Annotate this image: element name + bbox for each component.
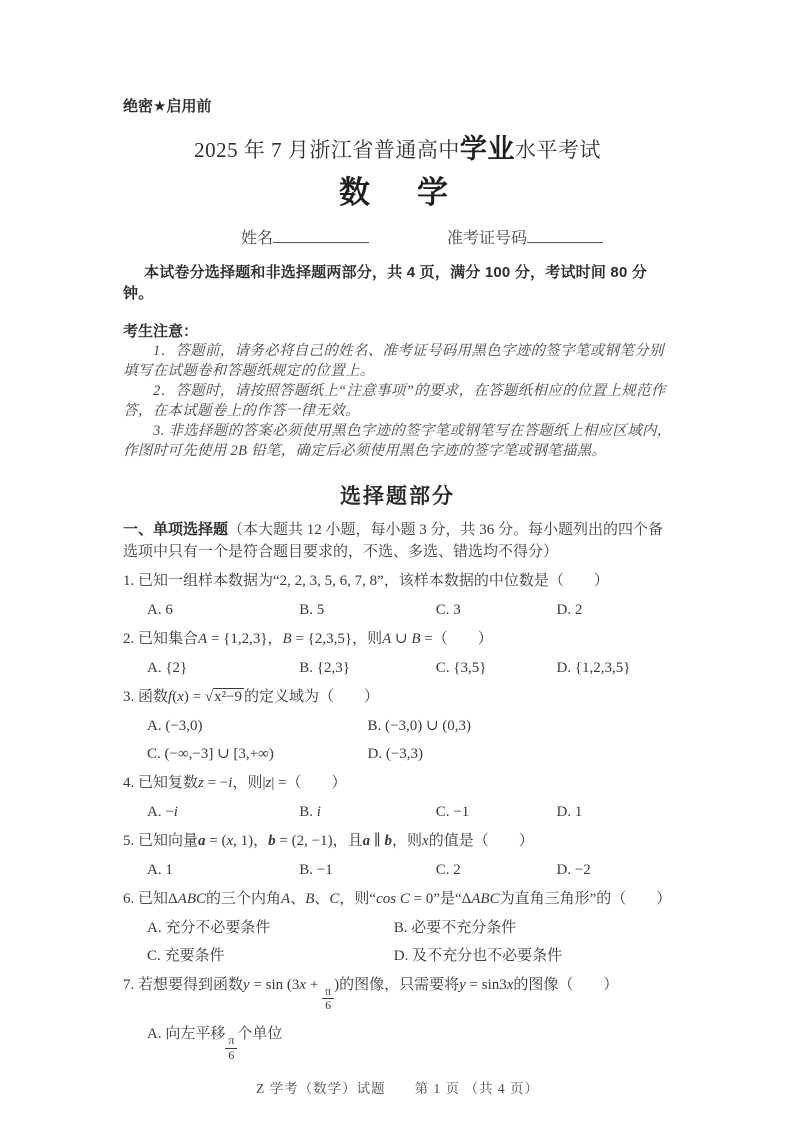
exam-title bbox=[123, 127, 672, 166]
exam-title-suffix: 水平考试 bbox=[514, 138, 601, 162]
option-c: C. −1 bbox=[435, 804, 470, 820]
option-a: A. 6 bbox=[147, 602, 173, 618]
options-row bbox=[123, 859, 672, 881]
option-a: A. (−3,0) bbox=[147, 718, 203, 734]
option-b: B. 必要不充分条件 bbox=[393, 920, 517, 936]
option-a: A. −i bbox=[147, 804, 178, 820]
options-grid bbox=[123, 917, 672, 967]
exam-number-blank bbox=[527, 228, 603, 243]
option-c: C. (−∞,−3] ∪ [3,+∞) bbox=[147, 746, 274, 762]
options-row bbox=[123, 657, 672, 679]
options-row bbox=[123, 599, 672, 621]
option-c: C. 2 bbox=[435, 862, 461, 878]
paper-info: 本试卷分选择题和非选择题两部分，共 4 页，满分 100 分，考试时间 80 分钟。 bbox=[123, 264, 648, 302]
question-stem: 2. 已知集合A = {1,2,3}，B = {2,3,5}，则A ∪ B =（ ） bbox=[123, 631, 493, 647]
question-6 bbox=[123, 888, 672, 967]
option-d: D. 及不充分也不必要条件 bbox=[393, 948, 563, 964]
notice-item-1: 1．答题前，请务必将自己的姓名、准考证号码用黑色字迹的签字笔或钢笔分别填写在试题卷和答题纸规定的位置上。 bbox=[123, 343, 664, 379]
question-stem: 6. 已知ΔABC的三个内角A、B、C，则“cos C = 0”是“ΔABC为直角三角形”的（ ） bbox=[123, 891, 672, 907]
name-blank bbox=[273, 228, 369, 243]
subject-title: 数 学 bbox=[339, 175, 456, 210]
section-title: 选择题部分 bbox=[340, 485, 455, 508]
candidate-info-row bbox=[123, 225, 672, 248]
options-stack bbox=[123, 1022, 672, 1061]
notice-item-3: 3. 非选择题的答案必须使用黑色字迹的签字笔或钢笔写在答题纸上相应区域内，作图时可先使用 2B 铅笔，确定后必须使用黑色字迹的签字笔或钢笔描黑。 bbox=[123, 423, 672, 459]
option-b: B. −1 bbox=[299, 862, 333, 878]
option-a: A. 向左平移 $\frac{\pi}{6}$ 个单位 bbox=[147, 1026, 283, 1062]
part-one-heading bbox=[123, 519, 672, 563]
page-footer: Z 学考（数学）试题 第 1 页 （共 4 页） bbox=[256, 1080, 539, 1096]
part-one-label: 一、单项选择题 bbox=[123, 521, 229, 538]
options-grid bbox=[123, 715, 672, 765]
notice-item-2: 2．答题时，请按照答题纸上“注意事项”的要求，在答题纸相应的位置上规范作答，在本试题卷上的作答一律无效。 bbox=[123, 383, 666, 419]
question-5 bbox=[123, 830, 672, 881]
name-label: 姓名 bbox=[241, 230, 274, 247]
question-stem: 1. 已知一组样本数据为“2, 2, 3, 5, 6, 7, 8”，该样本数据的中位数是（ ） bbox=[123, 573, 609, 589]
question-2 bbox=[123, 628, 672, 679]
option-b: B. {2,3} bbox=[299, 660, 350, 676]
option-d: D. {1,2,3,5} bbox=[556, 660, 631, 676]
question-3 bbox=[123, 686, 672, 765]
option-d: D. −2 bbox=[556, 862, 591, 878]
exam-number-label: 准考证号码 bbox=[447, 230, 528, 247]
option-d: D. 2 bbox=[556, 602, 583, 618]
part-one-description: （本大题共 12 小题，每小题 3 分，共 36 分。每小题列出的四个备选项中只有一个是符合题目要求的，不选、多选、错选均不得分） bbox=[123, 522, 664, 560]
option-b: B. 5 bbox=[299, 602, 325, 618]
question-1 bbox=[123, 570, 672, 621]
notice-title: 考生注意： bbox=[123, 323, 199, 340]
option-d: D. (−3,3) bbox=[367, 746, 424, 762]
exam-title-prefix: 2025 年 7 月浙江省普通高中 bbox=[194, 138, 460, 162]
question-stem: 5. 已知向量a = (x, 1)，b = (2, −1)，且a ∥ b，则x的值是（ ） bbox=[123, 833, 534, 849]
option-c: C. {3,5} bbox=[435, 660, 487, 676]
option-a: A. {2} bbox=[147, 660, 188, 676]
option-c: C. 3 bbox=[435, 602, 461, 618]
exam-title-emphasis: 学业 bbox=[459, 134, 515, 164]
question-7 bbox=[123, 974, 672, 1062]
option-a: A. 1 bbox=[147, 862, 173, 878]
option-c: C. 充要条件 bbox=[147, 948, 225, 964]
question-4 bbox=[123, 772, 672, 823]
option-b: B. (−3,0) ∪ (0,3) bbox=[367, 718, 472, 734]
option-d: D. 1 bbox=[556, 804, 583, 820]
options-row bbox=[123, 801, 672, 823]
option-a: A. 充分不必要条件 bbox=[147, 920, 271, 936]
question-stem: 4. 已知复数z = −i，则|z| =（ ） bbox=[123, 775, 347, 791]
option-b: B. i bbox=[299, 804, 321, 820]
question-stem: 7. 若想要得到函数y = sin (3x + $\frac{\pi}{6}$ )的图像，只需要将y = sin3x的图像（ ） bbox=[123, 977, 619, 1013]
question-stem: 3. 函数f(x) = √x²−9 的定义域为（ ） bbox=[123, 689, 380, 705]
classification-label: 绝密★启用前 bbox=[123, 98, 212, 115]
